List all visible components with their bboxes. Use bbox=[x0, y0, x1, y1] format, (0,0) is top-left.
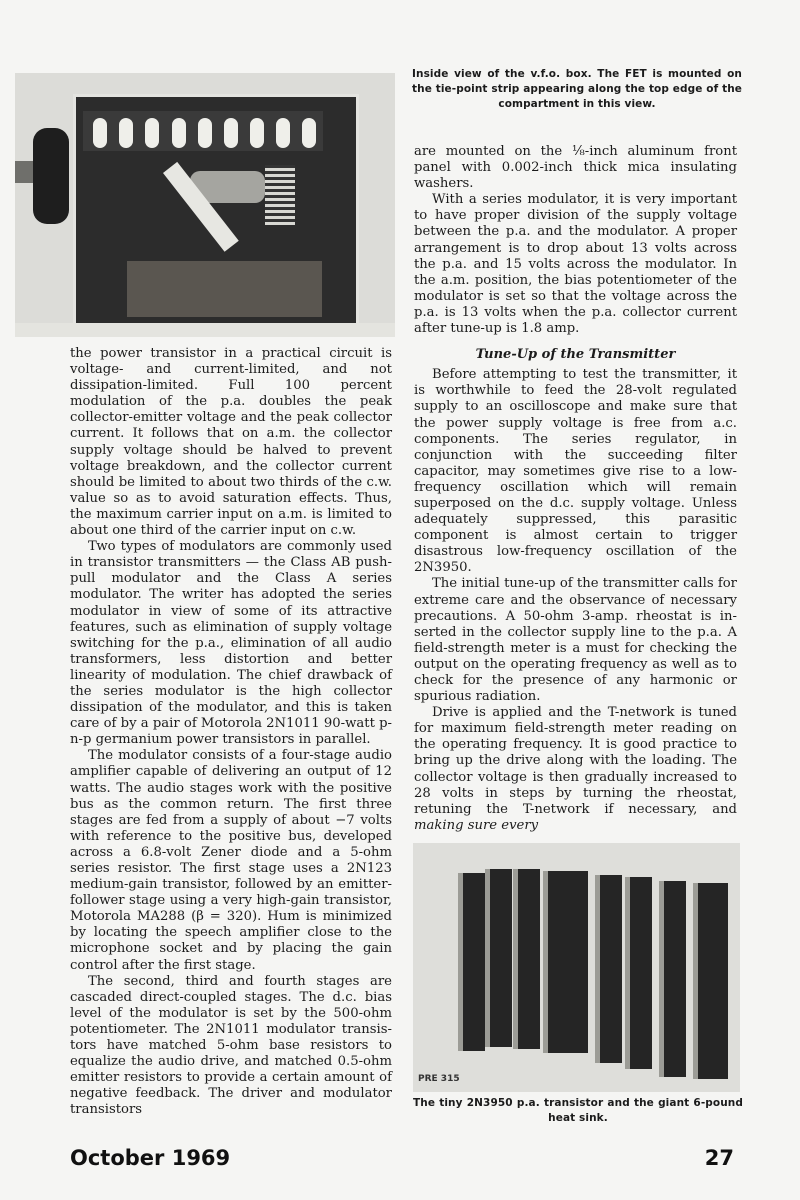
heat-sink-fin-graphic bbox=[595, 875, 622, 1063]
lug-graphic bbox=[250, 118, 264, 148]
paragraph: The modulator consists of a four-stage audio amplifier capable of delivering an output of 12 watts. The audio stages work with the positive bus as the common return. The first three stages are fed from a supply of about −7 volts with reference to the positive bus, developed across a 6.8-volt Zener diode and a 5-ohm series resistor. The first stage uses a 2N123 medium-gain transistor, followed by an emitter-follower stage using a very high-gain transistor, Motorola MA288 (β = 320). Hum is minimized by locating the speech amplifier close to the microphone socket and by placing the gain control after the first stage. bbox=[70, 748, 392, 973]
right-text-column bbox=[414, 144, 737, 834]
section-heading: Tune-Up of the Transmitter bbox=[475, 347, 676, 363]
lug-graphic bbox=[302, 118, 316, 148]
heat-sink-fin-graphic bbox=[625, 877, 652, 1069]
lug-graphic bbox=[172, 118, 186, 148]
paragraph-text: Drive is applied and the T-network is tuned for maximum field-strength meter reading on the operating frequency. It is good practice to bring up the drive along with the loading. The collector voltage is then gradually increased to 28 volts in steps by turning the rheostat, retuning the T-network if necessary, and bbox=[414, 705, 737, 817]
circuit-board-graphic bbox=[127, 261, 322, 317]
page-number: 27 bbox=[704, 1146, 734, 1170]
heat-sink-fin-graphic bbox=[693, 883, 728, 1079]
paragraph bbox=[414, 705, 737, 834]
paragraph: Before attempting to test the transmitter, it is worthwhile to feed the 28-volt regulated supply to an oscilloscope and make sure that the power supply voltage is free from a.c. components. The series regulator, in conjunction with the succeeding filter capacitor, may sometimes give rise to a low-frequency oscillation which will remain superposed on the d.c. supply voltage. Unless adequately suppressed, this parasitic component is almost certain to trigger disastrous low-frequency oscillation of the 2N3950. bbox=[414, 367, 737, 576]
left-text-column bbox=[70, 346, 392, 1119]
paragraph: The initial tune-up of the transmitter calls for extreme care and the observance of necessary precautions. A 50-ohm 3-amp. rheostat is inserted in the collector supply line to the p.a. A field-strength meter is a must for checking the output on the operating frequency as well as to check for the presence of any harmonic or spurious radiation. bbox=[414, 576, 737, 705]
lug-graphic bbox=[119, 118, 133, 148]
paragraph: are mounted on the ⅛-inch aluminum front panel with 0.002-inch thick mica insulating washers. bbox=[414, 144, 737, 192]
paragraph: The second, third and fourth stages are cascaded direct-coupled stages. The d.c. bias level of the modulator is set by the 500-ohm potentiometer. The 2N1011 modulator transistors have matched 5-ohm base resistors to equalize the audio drive, and matched 0.5-ohm emitter resistors to provide a certain amount of negative feedback. The driver and modulator transistors bbox=[70, 973, 392, 1118]
paragraph: With a series modulator, it is very important to have proper division of the supply voltage between the p.a. and the modulator. A proper arrangement is to drop about 13 volts across the p.a. and 15 volts across the modulator. In the a.m. position, the bias potentiometer of the modulator is set so that the voltage across the p.a. is 13 volts when the p.a. collector current after tune-up is 1.8 amp. bbox=[414, 192, 737, 337]
emphasized-text: making sure every bbox=[414, 817, 539, 833]
vfo-box-photo bbox=[15, 73, 395, 337]
lug-graphic bbox=[145, 118, 159, 148]
vfo-photo-caption: Inside view of the v.f.o. box. The FET is mounted on the tie-point strip appearing along the top edge of the compartment in this view. bbox=[412, 68, 742, 110]
issue-date: October 1969 bbox=[70, 1146, 231, 1170]
lug-graphic bbox=[224, 118, 238, 148]
heat-sink-fin-graphic bbox=[513, 869, 540, 1049]
coil-graphic bbox=[265, 165, 295, 225]
heat-sink-fin-graphic bbox=[543, 871, 588, 1053]
tuning-knob-graphic bbox=[33, 128, 69, 224]
heat-sink-photo-caption: The tiny 2N3950 p.a. transistor and the giant 6-pound heat sink. bbox=[413, 1097, 743, 1124]
paragraph: the power transistor in a practical circuit is voltage- and current-limited, and not dissipation-limited. Full 100 percent modulation of the p.a. doubles the peak collector-emitter voltage and the peak collector current. It follows that on a.m. the collector supply voltage should be halved to prevent voltage breakdown, and the collector current should be limited to about two thirds of the c.w. value so as to avoid saturation effects. Thus, the maximum carrier input on a.m. is limited to about one third of the carrier input on c.w. bbox=[70, 346, 392, 539]
heat-sink-fin-graphic bbox=[659, 881, 686, 1077]
lug-graphic bbox=[93, 118, 107, 148]
heat-sink-fin-graphic bbox=[458, 873, 485, 1051]
photo-label: PRE 315 bbox=[418, 1074, 460, 1084]
lug-graphic bbox=[198, 118, 212, 148]
heat-sink-fin-graphic bbox=[485, 869, 512, 1047]
paragraph: Two types of modulators are commonly used in transistor transmitters — the Class AB push-pull modulator and the Class A series modulator. The writer has adopted the series modulator in view of some of its attractive features, such as elimination of supply voltage switching for the p.a., elimination of all audio transformers, less distortion and better linearity of modulation. The chief drawback of the series modulator is the high collector dissipation of the modulator, and this is taken care of by a pair of Motorola 2N1011 90-watt p-n-p germanium power transistors in parallel. bbox=[70, 539, 392, 748]
heat-sink-photo bbox=[413, 843, 740, 1092]
lug-graphic bbox=[276, 118, 290, 148]
surface-graphic bbox=[15, 323, 395, 337]
